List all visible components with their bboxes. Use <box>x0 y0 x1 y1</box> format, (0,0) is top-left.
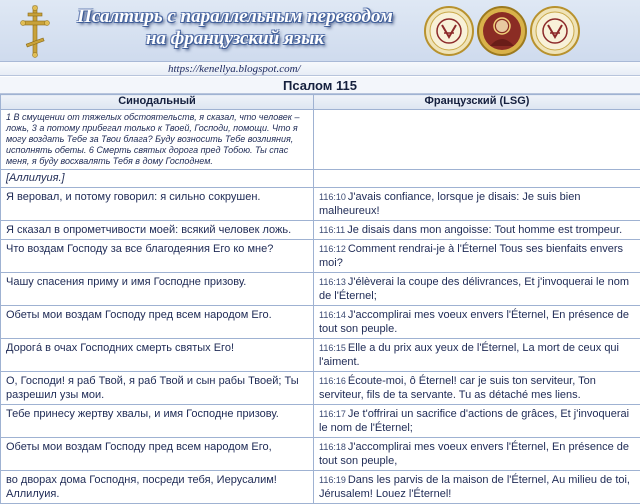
verse-row <box>1 273 640 306</box>
french-verse-text: J'élèverai la coupe des délivrances, Et j'invoquerai le nom de l'Éternel; <box>319 276 629 302</box>
orthodox-cross-icon <box>20 4 50 58</box>
synodal-verse-text: Чашу спасения приму и имя Господне призову. <box>1 273 314 306</box>
french-verse-cell <box>314 240 640 273</box>
empty-cell <box>314 110 640 170</box>
synodal-verse-text: Обеты мои воздам Господу пред всем народом Его. <box>1 306 314 339</box>
french-verse-cell <box>314 372 640 405</box>
verse-row <box>1 405 640 438</box>
french-verse-text: J'avais confiance, lorsque je disais: Je suis bien malheureux! <box>319 191 580 217</box>
site-title-line2: на французский язык <box>60 28 410 50</box>
blog-url-link[interactable]: https://kenellya.blogspot.com/ <box>168 62 301 76</box>
verse-number: 116:16 <box>319 376 346 386</box>
french-verse-cell <box>314 273 640 306</box>
synodal-verse-text: Дорогá в очах Господних смерть святых Его! <box>1 339 314 372</box>
monogram-medallion-icon <box>530 6 580 56</box>
french-verse-cell <box>314 221 640 240</box>
synodal-verse-text: во дворах дома Господня, посреди тебя, Иерусалим! Аллилуия. <box>1 471 314 504</box>
verse-row <box>1 471 640 504</box>
halleluia-cell: [Аллилуия.] <box>1 170 314 188</box>
verse-row <box>1 438 640 471</box>
french-verse-text: Elle a du prix aux yeux de l'Éternel, La mort de ceux qui l'aiment. <box>319 342 619 368</box>
verse-number: 116:17 <box>319 409 346 419</box>
french-verse-text: Je t'offrirai un sacrifice d'actions de grâces, Et j'invoquerai le nom de l'Éternel; <box>319 408 629 434</box>
verse-number: 116:12 <box>319 244 346 254</box>
verse-number: 116:13 <box>319 277 346 287</box>
monogram-medallion-icon <box>424 6 474 56</box>
verse-number: 116:14 <box>319 310 346 320</box>
synodal-verse-text: Я сказал в опрометчивости моей: всякий человек ложь. <box>1 221 314 240</box>
french-verse-cell <box>314 471 640 504</box>
french-verse-cell <box>314 405 640 438</box>
site-banner <box>0 0 640 62</box>
verse-number: 116:11 <box>319 225 345 235</box>
french-verse-cell <box>314 306 640 339</box>
synodal-verse-text: Обеты мои воздам Господу пред всем народом Его, <box>1 438 314 471</box>
parallel-verses-table <box>0 94 640 504</box>
french-verse-text: Comment rendrai-je à l'Éternel Tous ses bienfaits envers moi? <box>319 243 623 269</box>
verse-number: 116:10 <box>319 192 346 202</box>
verse-number: 116:18 <box>319 442 346 452</box>
french-verse-text: Je disais dans mon angoisse: Tout homme est trompeur. <box>347 224 622 236</box>
verse-number: 116:15 <box>319 343 346 353</box>
french-verse-text: J'accomplirai mes voeux envers l'Éternel, En présence de tout son peuple, <box>319 441 629 467</box>
verse-rows <box>1 188 640 504</box>
site-title <box>60 6 410 50</box>
french-verse-text: Dans les parvis de la maison de l'Éternel, Au milieu de toi, Jérusalem! Louez l'Éternel! <box>319 474 630 500</box>
synodal-verse-text: Что воздам Господу за все благодеяния Его ко мне? <box>1 240 314 273</box>
verse-row <box>1 372 640 405</box>
site-title-line1: Псалтирь с параллельным переводом <box>60 6 410 28</box>
table-header-row <box>1 95 640 110</box>
empty-cell <box>314 170 640 188</box>
column-header-synodal: Синодальный <box>1 95 314 110</box>
column-header-french: Французский (LSG) <box>314 95 640 110</box>
intro-row <box>1 110 640 170</box>
verse-number: 116:19 <box>319 475 346 485</box>
french-verse-cell <box>314 339 640 372</box>
french-verse-cell <box>314 188 640 221</box>
synodal-verse-text: О, Господи! я раб Твой, я раб Твой и сын рабы Твоей; Ты разрешил узы мои. <box>1 372 314 405</box>
theotokos-medallion-icon <box>477 6 527 56</box>
verse-row <box>1 240 640 273</box>
halleluia-row <box>1 170 640 188</box>
french-verse-text: J'accomplirai mes voeux envers l'Éternel, En présence de tout son peuple. <box>319 309 629 335</box>
french-verse-text: Écoute-moi, ô Éternel! car je suis ton serviteur, Ton serviteur, fils de ta servante. Tu as détaché mes liens. <box>319 375 596 401</box>
verse-row <box>1 306 640 339</box>
synodal-verse-text: Тебе принесу жертву хвалы, и имя Господне призову. <box>1 405 314 438</box>
verse-row <box>1 339 640 372</box>
verse-row <box>1 188 640 221</box>
verse-row <box>1 221 640 240</box>
synodal-verse-text: Я веровал, и потому говорил: я сильно сокрушен. <box>1 188 314 221</box>
blog-url-bar <box>0 62 640 76</box>
intro-note: 1 В смущении от тяжелых обстоятельств, я сказал, что человек – ложь, 3 а потому прибегал только к Твоей, Господи, помощи. Что я могу воздать Тебе за Твои блага? Буду возносить Тебе возлияния, исполнять обеты. 6 Смерть святых дорога пред Тобою. Ты спас меня, я буду восхвалять Тебя в дому Господнем. <box>1 110 314 170</box>
psalm-title: Псалом 115 <box>0 77 640 94</box>
french-verse-cell <box>314 438 640 471</box>
